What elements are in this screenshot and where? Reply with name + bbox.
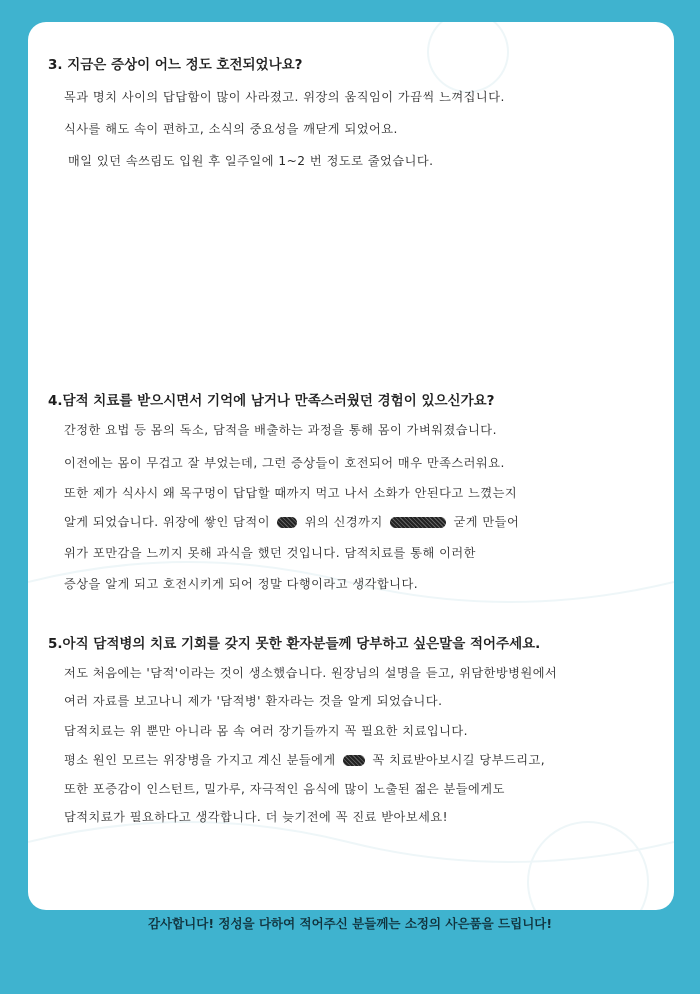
answer-4-line-3: 또한 제가 식사시 왜 목구멍이 답답할 때까지 먹고 나서 소화가 안된다고 느꼈는지	[64, 486, 518, 500]
question-3-title: 3. 지금은 증상이 어느 정도 호전되었나요?	[48, 57, 303, 73]
answer-4-line-5: 위가 포만감을 느끼지 못해 과식을 했던 것입니다. 담적치료를 통해 이러한	[64, 546, 476, 560]
answer-5-line-4a: 평소 원인 모르는 위장병을 가지고 계신 분들에게	[64, 753, 336, 767]
answer-4-line-4	[64, 513, 519, 530]
answer-5-line-1: 저도 처음에는 '담적'이라는 것이 생소했습니다. 원장님의 설명을 듣고, 위담한방병원에서	[64, 666, 558, 680]
answer-4-line-2: 이전에는 몸이 무겁고 잘 부었는데, 그런 증상들이 호전되어 매우 만족스러워요.	[64, 456, 505, 470]
answer-3-line-1: 목과 명치 사이의 답답함이 많이 사라졌고. 위장의 움직임이 가끔씩 느껴집니다.	[64, 90, 505, 104]
answer-5-line-5: 또한 포증감이 인스턴트, 밀가루, 자극적인 음식에 많이 노출된 젊은 분들에게도	[64, 782, 505, 796]
question-5-title: 5.아직 담적병의 치료 기회를 갖지 못한 환자분들께 당부하고 싶은말을 적어주세요.	[48, 636, 541, 652]
answer-3-line-2: 식사를 해도 속이 편하고, 소식의 중요성을 깨닫게 되었어요.	[64, 122, 398, 136]
answer-4-line-6: 증상을 알게 되고 호전시키게 되어 정말 다행이라고 생각합니다.	[64, 577, 419, 591]
answer-5-line-2: 여러 자료를 보고나니 제가 '담적병' 환자라는 것을 알게 되었습니다.	[64, 694, 443, 708]
answer-5-line-4	[64, 751, 545, 768]
scribble-mark	[343, 755, 365, 766]
answer-3-line-3: 매일 있던 속쓰림도 입원 후 일주일에 1~2 번 정도로 줄었습니다.	[68, 154, 434, 168]
answer-4-line-1: 간정한 요법 등 몸의 독소, 담적을 배출하는 과정을 통해 몸이 가벼워졌습니다.	[64, 423, 497, 437]
answer-4-line-4c: 굳게 만들어	[453, 515, 520, 529]
scribble-mark	[277, 517, 297, 528]
survey-sheet	[28, 22, 674, 910]
answer-4-line-4a: 알게 되었습니다. 위장에 쌓인 담적이	[64, 515, 270, 529]
question-4-title: 4.담적 치료를 받으시면서 기억에 남거나 만족스러웠던 경험이 있으신가요?	[48, 393, 495, 409]
answer-5-line-6: 담적치료가 필요하다고 생각합니다. 더 늦기전에 꼭 진료 받아보세요!	[64, 810, 449, 824]
footer-thanks: 감사합니다! 정성을 다하여 적어주신 분들께는 소정의 사은품을 드립니다!	[147, 916, 553, 931]
scribble-mark	[390, 517, 446, 528]
answer-4-line-4b: 위의 신경까지	[304, 515, 383, 529]
answer-5-line-4b: 꼭 치료받아보시길 당부드리고,	[372, 753, 546, 767]
answer-5-line-3: 담적치료는 위 뿐만 아니라 몸 속 여러 장기들까지 꼭 필요한 치료입니다.	[64, 724, 469, 738]
